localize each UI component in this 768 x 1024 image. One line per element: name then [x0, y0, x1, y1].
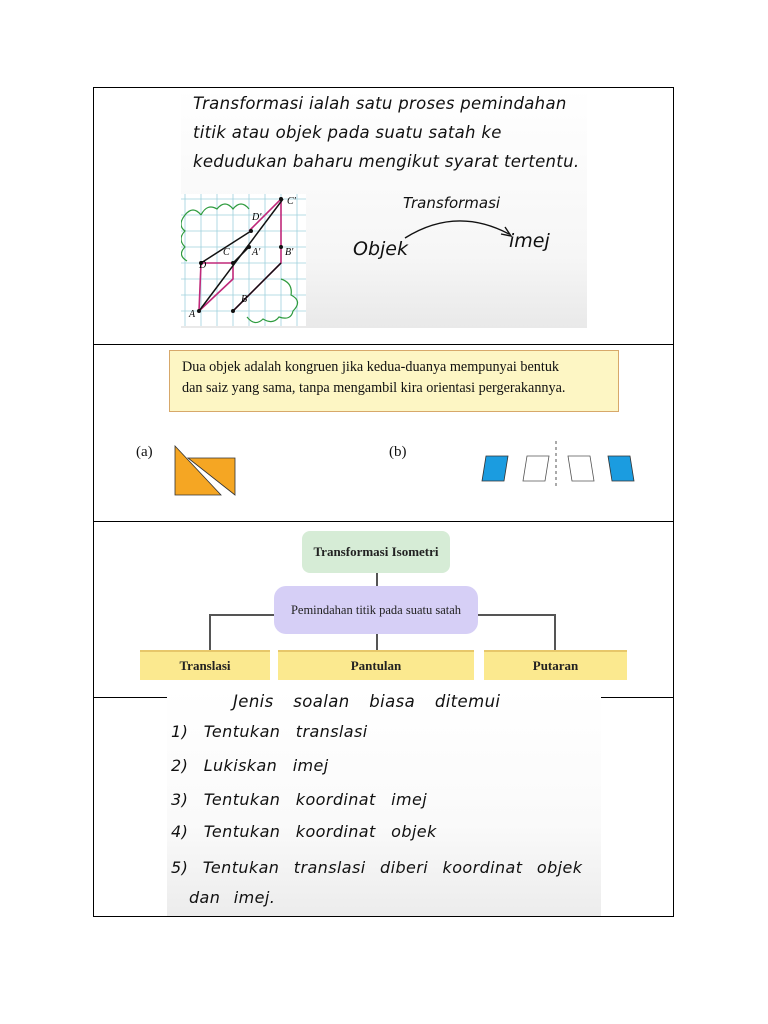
transformation-arrow-label: Transformasi [403, 194, 501, 212]
question-item-5-continued: dan imej. [189, 888, 276, 907]
congruent-triangles-figure [174, 445, 238, 497]
point-d-label: D [199, 260, 207, 271]
definition-line-1: Transformasi ialah satu proses pemindahan [193, 94, 567, 113]
connector-left [209, 614, 274, 616]
definition-line-2: titik atau objek pada suatu satah ke [193, 123, 502, 142]
congruent-parallelograms-figure [478, 441, 638, 487]
connector-left-down [209, 614, 211, 650]
question-item-3: 3) Tentukan koordinat imej [171, 790, 428, 809]
point-a-prime-label: A' [252, 247, 261, 258]
point-b-label: B [241, 294, 248, 305]
congruence-definition-box [169, 350, 619, 412]
label-b: (b) [389, 444, 407, 460]
question-item-4: 4) Tentukan koordinat objek [171, 822, 437, 841]
isometric-transformation-chart [137, 522, 630, 682]
connector-top [376, 573, 378, 586]
label-a: (a) [136, 444, 153, 460]
point-a-label: A [189, 309, 196, 320]
question-types-heading: Jenis soalan biasa ditemui [233, 692, 501, 711]
object-label: Objek [353, 238, 408, 260]
definition-line-3: kedudukan baharu mengikut syarat tertentu. [193, 152, 580, 171]
congruence-definition-line-1: Dua objek adalah kongruen jika kedua-duanya mempunyai bentuk [182, 359, 560, 375]
connector-right [478, 614, 555, 616]
question-item-1: 1) Tentukan translasi [171, 722, 368, 741]
isometric-transformation-node: Transformasi Isometri [302, 531, 450, 573]
connector-middle-down [376, 634, 378, 650]
point-d-prime-label: D' [252, 212, 262, 223]
transformation-arrow [401, 212, 521, 252]
congruence-panel [126, 345, 640, 520]
transformation-definition-panel [181, 88, 587, 328]
question-item-2: 2) Lukiskan imej [171, 756, 329, 775]
question-types-panel [167, 688, 601, 916]
point-b-prime-label: B' [285, 247, 294, 258]
point-c-prime-label: C' [287, 196, 296, 207]
point-displacement-node: Pemindahan titik pada suatu satah [274, 586, 478, 634]
congruence-definition-line-2: dan saiz yang sama, tanpa mengambil kira orientasi pergerakannya. [182, 380, 566, 396]
translation-node: Translasi [140, 650, 270, 680]
connector-right-down [554, 614, 556, 650]
point-c-label: C [223, 247, 230, 258]
reflection-node: Pantulan [278, 650, 474, 680]
rotation-node: Putaran [484, 650, 627, 680]
image-label: imej [509, 230, 550, 252]
question-item-5: 5) Tentukan translasi diberi koordinat objek [171, 858, 583, 877]
